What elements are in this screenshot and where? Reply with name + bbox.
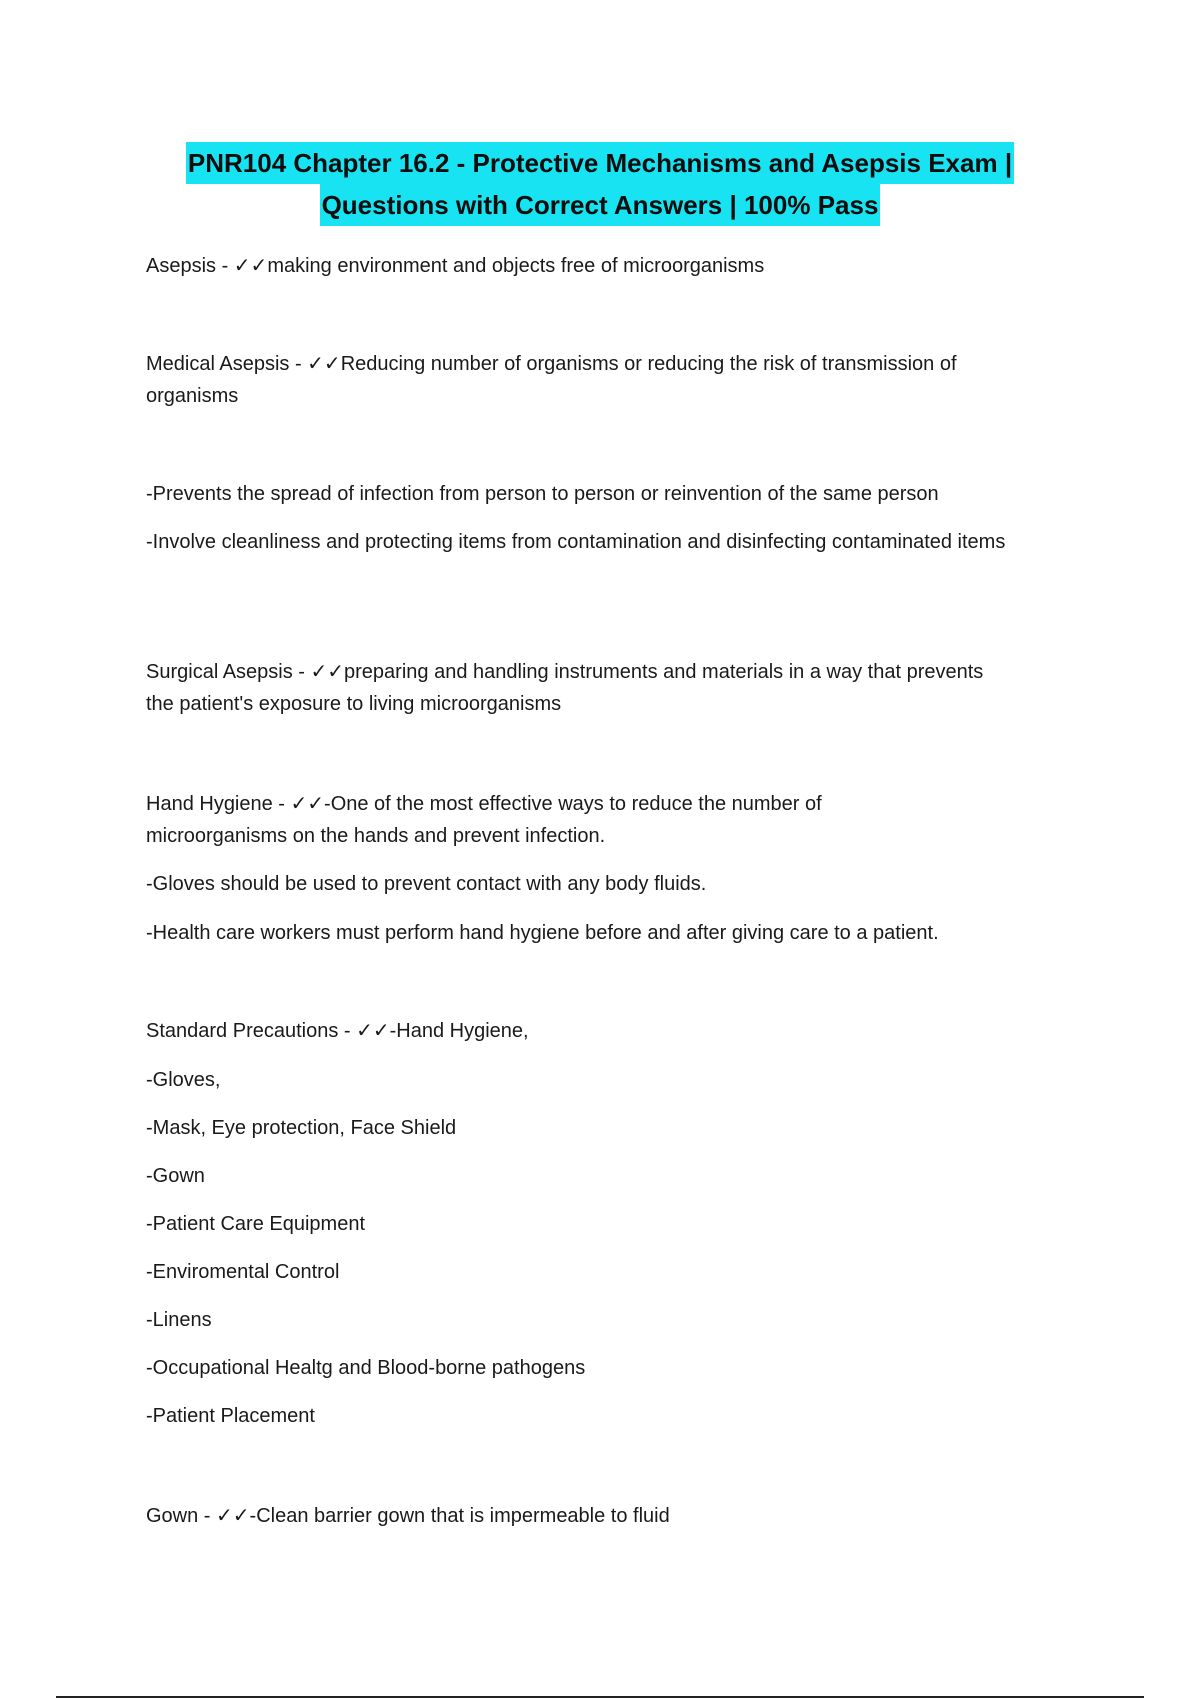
list-item-occupational-health: -Occupational Healtg and Blood-borne pathogens [146,1357,586,1379]
title-line-1: PNR104 Chapter 16.2 - Protective Mechanisms and Asepsis Exam | [186,142,1014,184]
list-item-gloves: -Gloves, [146,1069,221,1091]
paragraph-surgical-asepsis: Surgical Asepsis - ✓✓preparing and handling instruments and materials in a way that prevents the patient's exposure to living microorganisms [146,661,984,715]
document-title [0,142,1200,226]
paragraph-standard-precautions: Standard Precautions - ✓✓-Hand Hygiene, [146,1020,529,1042]
list-item-gown: -Gown [146,1165,205,1187]
list-item-patient-placement: -Patient Placement [146,1405,315,1427]
paragraph-medical-asepsis-point-1: -Prevents the spread of infection from person to person or reinvention of the same person [146,483,939,505]
footer-rule [56,1696,1144,1698]
paragraph-hand-hygiene: Hand Hygiene - ✓✓-One of the most effective ways to reduce the number of microorganisms on the hands and prevent infection. [146,793,822,847]
paragraph-gown: Gown - ✓✓-Clean barrier gown that is impermeable to fluid [146,1505,670,1527]
paragraph-medical-asepsis: Medical Asepsis - ✓✓Reducing number of organisms or reducing the risk of transmission of organisms [146,353,957,407]
title-line-2: Questions with Correct Answers | 100% Pass [320,184,881,226]
paragraph-hand-hygiene-point-2: -Health care workers must perform hand hygiene before and after giving care to a patient. [146,922,939,944]
paragraph-medical-asepsis-point-2: -Involve cleanliness and protecting items from contamination and disinfecting contaminated items [146,531,1006,553]
list-item-mask: -Mask, Eye protection, Face Shield [146,1117,457,1139]
list-item-linens: -Linens [146,1309,212,1331]
paragraph-hand-hygiene-point-1: -Gloves should be used to prevent contact with any body fluids. [146,873,707,895]
list-item-patient-care-equipment: -Patient Care Equipment [146,1213,366,1235]
list-item-environmental-control: -Enviromental Control [146,1261,340,1283]
paragraph-asepsis: Asepsis - ✓✓making environment and objects free of microorganisms [146,255,765,277]
